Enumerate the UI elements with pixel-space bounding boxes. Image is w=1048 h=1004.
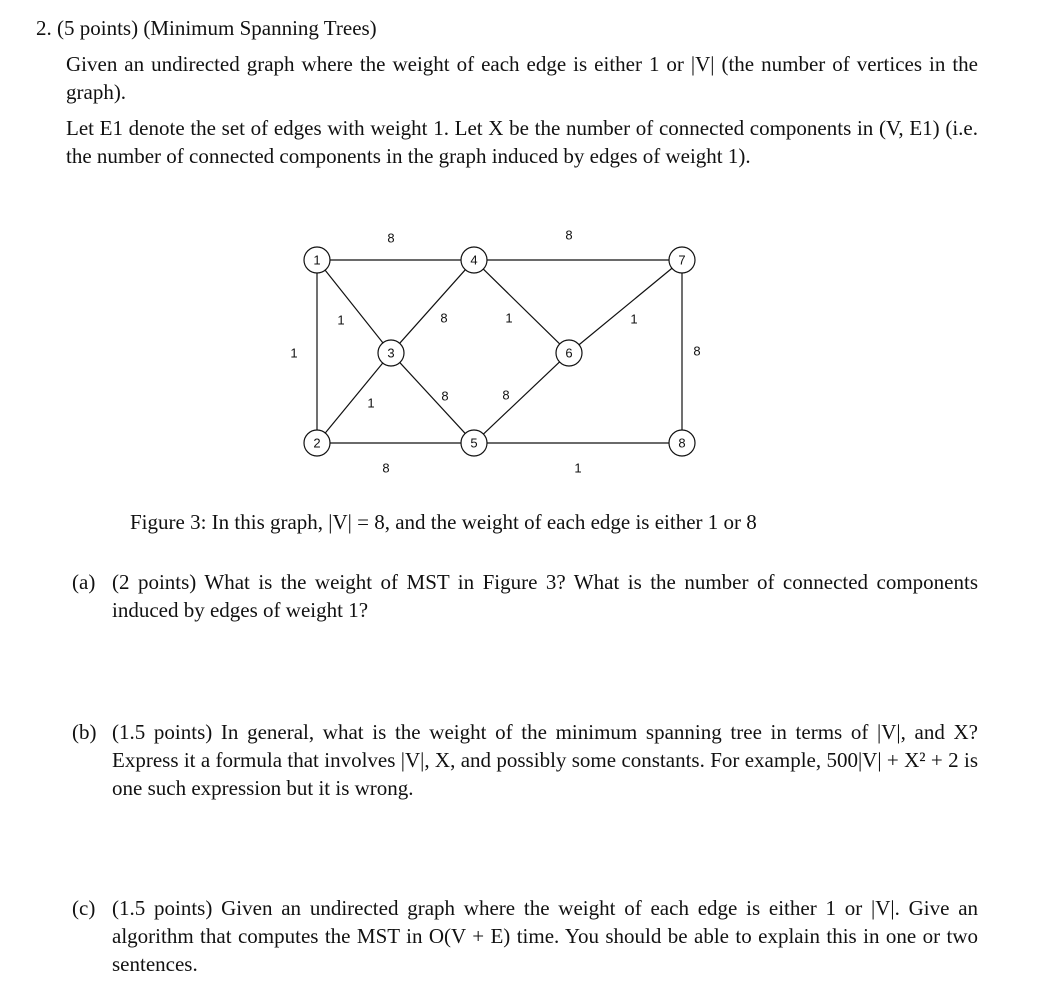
graph-node-label: 5 <box>470 435 478 451</box>
graph-node-label: 2 <box>313 435 321 451</box>
edge-weight-label: 1 <box>505 310 513 326</box>
part-question: In general, what is the weight of the minimum spanning tree in terms of |V|, and X? Express it a formula that involves |V|, X, and possibly some constants. For example, 500|V| + X² + 2 is one such expression but it is wrong. <box>112 720 979 800</box>
edge-weight-label: 1 <box>574 460 582 476</box>
edge-3-5 <box>400 363 465 434</box>
edge-weight-label: 8 <box>387 230 395 246</box>
part-question: Given an undirected graph where the weight of each edge is either 1 or |V|. Give an algorithm that computes the MST in O(V + E) time. You should be able to explain this in one or two sentences. <box>112 896 979 976</box>
part-text <box>112 718 978 802</box>
edge-weight-label: 8 <box>565 227 573 243</box>
edge-weight-label: 8 <box>382 460 390 476</box>
edge-4-3 <box>400 270 466 344</box>
edge-6-7 <box>579 268 672 344</box>
edge-weight-label: 1 <box>290 345 298 361</box>
part-label: (c) <box>72 896 96 920</box>
part-question: What is the weight of MST in Figure 3? What is the number of connected components induced by edges of weight 1? <box>112 570 978 622</box>
graph-node-label: 8 <box>678 435 686 451</box>
part-points: (1.5 points) <box>112 896 213 920</box>
graph-node-label: 3 <box>387 345 395 361</box>
problem-description: Given an undirected graph where the weight of each edge is either 1 or |V| (the number of vertices in the graph). <box>66 52 978 104</box>
edge-weight-label: 1 <box>367 395 375 411</box>
edge-6-5 <box>483 362 559 434</box>
part-text <box>112 894 978 978</box>
part-label: (b) <box>72 720 97 744</box>
problem-points: (5 points) <box>57 16 139 40</box>
problem-number: 2. <box>36 16 52 40</box>
part-text <box>112 568 978 624</box>
edge-weight-label: 8 <box>441 388 449 404</box>
problem-title: (Minimum Spanning Trees) <box>143 16 377 40</box>
graph-node-label: 1 <box>313 252 321 268</box>
edge-weight-label: 8 <box>440 310 448 326</box>
figure-caption: Figure 3: In this graph, |V| = 8, and the weight of each edge is either 1 or 8 <box>130 510 757 534</box>
part-label: (a) <box>72 570 96 594</box>
edge-4-6 <box>483 269 559 344</box>
edge-weight-label: 8 <box>693 343 701 359</box>
part-points: (2 points) <box>112 570 197 594</box>
part-points: (1.5 points) <box>112 720 213 744</box>
problem-definitions: Let E1 denote the set of edges with weight 1. Let X be the number of connected components in (V, E1) (i.e. the number of connected components in the graph induced by edges of weight 1). <box>66 116 978 168</box>
edge-weight-label: 8 <box>502 387 510 403</box>
graph-node-label: 6 <box>565 345 573 361</box>
edge-weight-label: 1 <box>630 311 638 327</box>
edge-weight-label: 1 <box>337 312 345 328</box>
graph-figure <box>0 0 1048 500</box>
graph-node-label: 7 <box>678 252 686 268</box>
edge-1-3 <box>325 270 383 343</box>
graph-node-label: 4 <box>470 252 478 268</box>
